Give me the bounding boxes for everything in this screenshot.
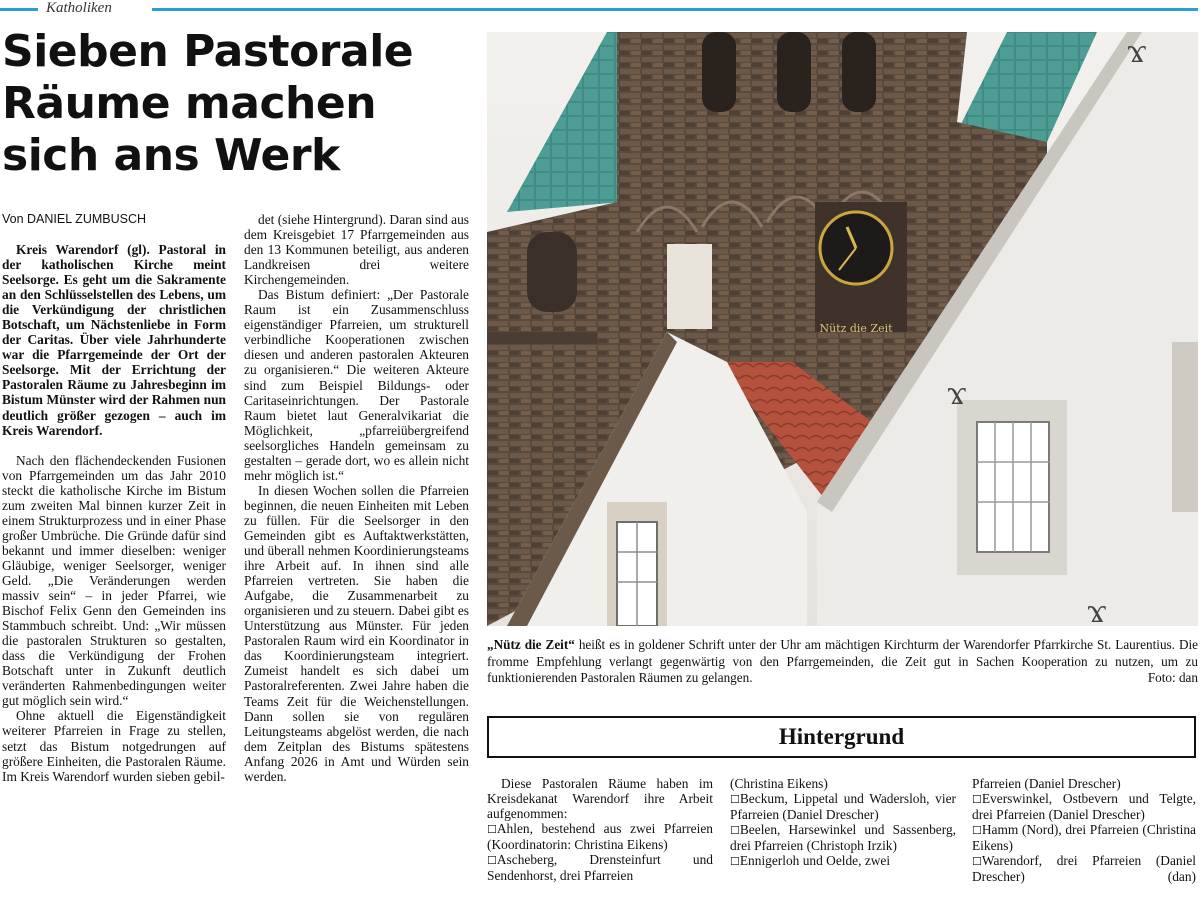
background-item-cont: Pfarreien (Daniel Drescher) — [972, 776, 1121, 791]
article-byline: Von DANIEL ZUMBUSCH — [2, 212, 147, 226]
rubric-line-right — [152, 8, 1198, 11]
background-item: ☐Ennigerloh und Oelde, zwei — [730, 853, 891, 869]
clock-inscription: Nütz die Zeit — [819, 322, 893, 335]
background-title: Hintergrund — [778, 724, 905, 749]
background-item: ☐Warendorf, drei Pfarreien (Daniel Drescher) (dan) — [972, 853, 1196, 885]
article-paragraph: Nach den flächendeckenden Fusionen von Pfarrgemeinden um das Jahr 2010 steckt die katholische Kirche im Bistum zum zweiten Mal binnen kurzer Zeit in einem Strukturprozess und in einer Phase großer Umbrüche. Die Gründe dafür sind bekannt und immer dieselben: weniger Gläubige, weniger Seelsorger, weniger Geld. „Die Veränderungen werden massiv sein“ – in jeder Pfarrei, wie Bischof Felix Genn den Gemeinden ins Stammbuch schreibt. Und: „Wir müssen die pastoralen Strukturen so gestalten, dass die Verkündigung der Frohen Botschaft unter in Zukunft deutlich veränderten Rahmenbedingungen weiter gut möglich sein wird.“ — [2, 452, 226, 709]
caption-text: heißt es in goldener Schrift unter der Uhr am mächtigen Kirchturm der Warendorfer Pfarrkirche St. Laurentius. Die fromme Empfehlung verlangt gegenwärtig von den Pfarrgemeinden, die Zeit gut in Sachen Kooperation zu nutzen, um zu funktionierenden Pastoralen Räumen zu gelangen. — [487, 637, 1198, 686]
photo-credit: Foto: dan — [1147, 670, 1198, 686]
caption-quote: „Nütz die Zeit“ — [487, 637, 575, 652]
checkbox-icon: ☐ — [730, 824, 740, 838]
background-box — [487, 716, 1196, 758]
church-tower-photo — [487, 32, 1198, 626]
background-item-cont: (Christina Eikens) — [730, 776, 828, 791]
article-paragraph: Ohne aktuell die Eigenständigkeit weiterer Pfarreien in Frage zu stellen, setzt das Bistum notgedrungen auf größere Einheiten, die Pastoralen Räume. Im Kreis Warendorf wurden sieben gebil- — [2, 708, 226, 784]
background-column-2 — [730, 776, 956, 869]
background-column-1 — [487, 776, 713, 883]
article-paragraph: Das Bistum definiert: „Der Pastorale Raum ist ein Zusammenschluss eigenständiger Pfarreien, um strukturell verbindliche Kooperationen zwischen diesen und anderen pastoralen Akteuren zu organisieren.“ Die weiteren Akteure sind zum Beispiel Bildungs- oder Caritaseinrichtungen. Der Pastorale Raum bietet laut Generalvikariat die Möglichkeit, „pfarreiübergreifend seelsorgliches Handeln gemeinsam zu gestalten – gerade dort, wo es allein nicht mehr möglich ist.“ — [244, 287, 469, 483]
article-lead: Kreis Warendorf (gl). Pastoral in der katholischen Kirche meint Seelsorge. Es geht um die Sakramente an den Schlüsselstellen des Lebens, um die Verkündigung der christlichen Botschaft, um Nächstenliebe in Form der Caritas. Über viele Jahrhunderte war die Pfarrgemeinde der Ort der Seelsorge. Mit der Errichtung der Pastoralen Räume zu Jahresbeginn im Bistum Münster wird der Rahmen nun deutlich größer gezogen – auch im Kreis Warendorf. — [2, 242, 226, 438]
author-signature: (dan) — [1167, 869, 1196, 885]
checkbox-icon: ☐ — [487, 854, 497, 868]
article-paragraph: In diesen Wochen sollen die Pfarreien beginnen, die neuen Einheiten mit Leben zu füllen. Für die Seelsorger in den Gemeinden gibt es Auftaktwerkstätten, und überall nehmen Koordinierungsteams ihre Arbeit auf. In ihnen sind alle Pfarreien vertreten. Sie haben die Aufgabe, die Zusammenarbeit zu organisieren und zu steuern. Dabei gibt es Unterstützung aus Münster. Für jeden Pastoralen Raum wird ein Koordinator in das Koordinierungsteam integriert. Zumeist handelt es sich dabei um Pastoralreferenten. Zwei Jahre haben die Teams Zeit für die Weichenstellungen. Dann sollen sie von regulären Leitungsteams abgelöst werden, die nach dem Zeitplan des Bistums spätestens Anfang 2026 in Amt und Würden sein werden. — [244, 482, 469, 784]
background-item: ☐Beelen, Harsewinkel und Sassenberg, drei Pfarreien (Christoph Irzik) — [730, 822, 956, 854]
background-item: ☐Hamm (Nord), drei Pfarreien (Christina Eikens) — [972, 822, 1196, 854]
checkbox-icon: ☐ — [972, 824, 982, 838]
svg-text:ϫ: ϫ — [947, 373, 967, 413]
checkbox-icon: ☐ — [972, 855, 982, 869]
svg-text:ϫ: ϫ — [1087, 591, 1107, 626]
checkbox-icon: ☐ — [730, 855, 740, 869]
background-item: ☐Everswinkel, Ostbevern und Telgte, drei Pfarreien (Daniel Drescher) — [972, 791, 1196, 823]
background-column-3 — [972, 776, 1196, 884]
article-headline: Sieben Pastorale Räume machen sich ans Werk — [2, 26, 414, 181]
svg-text:ϫ: ϫ — [1127, 32, 1147, 71]
background-item: ☐Ascheberg, Drensteinfurt und Sendenhorst, drei Pfarreien — [487, 852, 713, 884]
section-rubric: Katholiken — [38, 0, 120, 17]
checkbox-icon: ☐ — [487, 823, 497, 837]
photo-caption — [487, 637, 1198, 687]
checkbox-icon: ☐ — [972, 793, 982, 807]
article-column-2 — [244, 212, 469, 784]
article-column-1 — [2, 242, 226, 784]
background-item: ☐Beckum, Lippetal und Wadersloh, vier Pfarreien (Daniel Drescher) — [730, 791, 956, 823]
background-intro: Diese Pastoralen Räume haben im Kreisdekanat Warendorf ihre Arbeit aufgenommen: — [487, 776, 713, 822]
article-paragraph: det (siehe Hintergrund). Daran sind aus dem Kreisgebiet 17 Pfarrgemeinden aus den 13 Kommunen beteiligt, aus anderen Landkreisen drei weitere Kirchengemeinden. — [244, 212, 469, 288]
background-item: ☐Ahlen, bestehend aus zwei Pfarreien (Koordinatorin: Christina Eikens) — [487, 821, 713, 853]
checkbox-icon: ☐ — [730, 793, 740, 807]
